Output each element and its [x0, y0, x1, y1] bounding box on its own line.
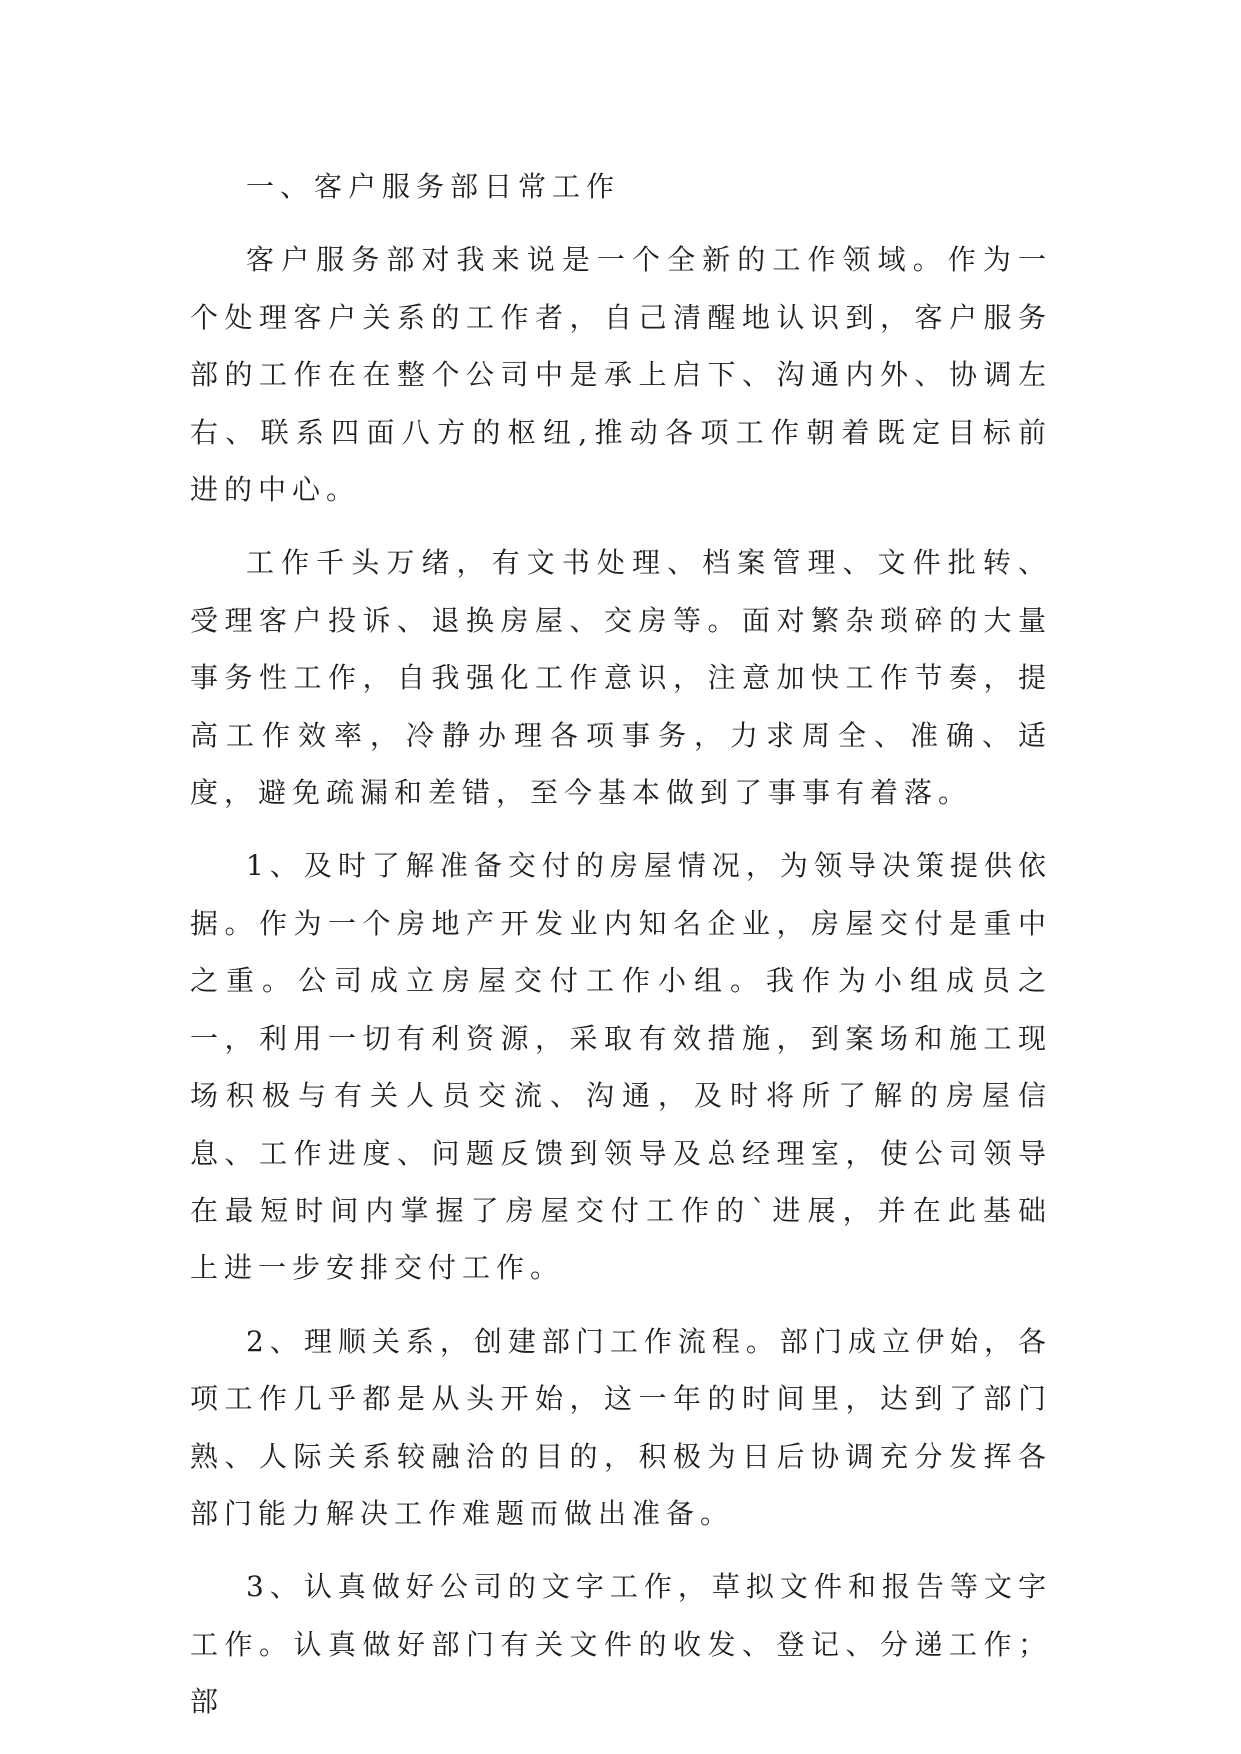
paragraph-intro: 客户服务部对我来说是一个全新的工作领域。作为一个处理客户关系的工作者，自己清醒地认识到，客户服务部的工作在在整个公司中是承上启下、沟通内外、协调左右、联系四面八方的枢纽,推动各项工作朝着既定目标前进的中心。: [190, 243, 1052, 507]
paragraph-item-3: 3、认真做好公司的文字工作，草拟文件和报告等文字工作。认真做好部门有关文件的收发、登记、分递工作；部: [190, 1570, 1052, 1719]
paragraph-item-1: 1、及时了解准备交付的房屋情况，为领导决策提供依据。作为一个房地产开发业内知名企业，房屋交付是重中之重。公司成立房屋交付工作小组。我作为小组成员之一，利用一切有利资源，采取有效措施，到案场和施工现场积极与有关人员交流、沟通，及时将所了解的房屋信息、工作进度、问题反馈到领导及总经理室，使公司领导在最短时间内掌握了房屋交付工作的`进展，并在此基础上进一步安排交付工作。: [190, 849, 1052, 1285]
section-heading: 一、客户服务部日常工作: [246, 170, 621, 203]
document-body: [190, 158, 1052, 1731]
paragraph-item-2: 2、理顺关系，创建部门工作流程。部门成立伊始，各项工作几乎都是从头开始，这一年的时间里，达到了部门熟、人际关系较融洽的目的，积极为日后协调充分发挥各部门能力解决工作难题而做出准备。: [190, 1324, 1052, 1530]
paragraph-duties: 工作千头万绪，有文书处理、档案管理、文件批转、受理客户投诉、退换房屋、交房等。面对繁杂琐碎的大量事务性工作，自我强化工作意识，注意加快工作节奏，提高工作效率，冷静办理各项事务，力求周全、准确、适度，避免疏漏和差错，至今基本做到了事事有着落。: [190, 546, 1052, 810]
